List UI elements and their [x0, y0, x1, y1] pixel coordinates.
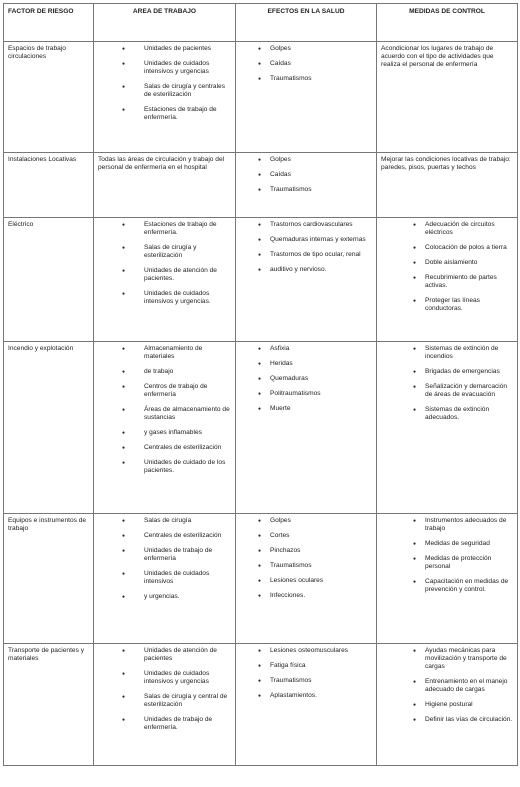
list-item: ● Centrales de esterilización	[98, 444, 231, 452]
list-item: ● Muerte	[240, 405, 372, 413]
list-item: ● Unidades de cuidados intensivos y urgencias	[98, 60, 231, 76]
list-item: ● Traumatismos	[240, 562, 372, 570]
list-item: ● Higiene postural	[381, 701, 513, 709]
list-item: ● Golpes	[240, 45, 372, 53]
list-item: ● Unidades de pacientes	[98, 45, 231, 53]
list-item: ● Traumatismos	[240, 677, 372, 685]
factor-cell: Instalaciones Locativas	[4, 153, 94, 218]
list-item: ● Lesiones oculares	[240, 577, 372, 585]
list-item: ● Trastornos cardiovasculares	[240, 221, 372, 229]
list-item: ● Aplastamientos.	[240, 692, 372, 700]
table-row	[4, 218, 518, 342]
list-item: ● Recubrimiento de partes activas.	[381, 274, 513, 290]
header-area: AREA DE TRABAJO	[94, 4, 236, 42]
table-header-row	[4, 4, 518, 42]
header-factor: FACTOR DE RIESGO	[4, 4, 94, 42]
factor-cell: Equipos e instrumentos de trabajo	[4, 514, 94, 644]
list-item: ● Salas de cirugía y esterilización	[98, 244, 231, 260]
list-item: ● Quemaduras internas y externas	[240, 236, 372, 244]
list-item: ● Salas de cirugía	[98, 517, 231, 525]
list-item: ● Unidades de trabajo de enfermería.	[98, 716, 231, 732]
list-item: ● Centrales de esterilización	[98, 532, 231, 540]
list-item: ● Caídas	[240, 171, 372, 179]
header-effects: EFECTOS EN LA SALUD	[236, 4, 377, 42]
area-cell	[94, 153, 236, 218]
list-item: ● Unidades de cuidados intensivos	[98, 570, 231, 586]
list-item: ● Heridas	[240, 360, 372, 368]
list-item: ● Unidades de cuidados intensivos y urgencias	[98, 670, 231, 686]
list-item: ● Unidades de trabajo de enfermería	[98, 547, 231, 563]
effects-cell	[236, 153, 377, 218]
list-item: ● Almacenamiento de materiales	[98, 345, 231, 361]
list-item: ● Medidas de seguridad	[381, 540, 513, 548]
table-row	[4, 514, 518, 644]
factor-cell: Eléctrico	[4, 218, 94, 342]
list-item: ● Trastornos de tipo ocular, renal	[240, 251, 372, 259]
list-item: ● de trabajo	[98, 368, 231, 376]
list-item: ● Salas de cirugía y central de esterilización	[98, 693, 231, 709]
list-item: ● Doble aislamiento	[381, 259, 513, 267]
list-item: ● Traumatismos	[240, 75, 372, 83]
list-item: ● Ayudas mecánicas para movilización y transporte de cargas	[381, 647, 513, 671]
area-cell	[94, 42, 236, 153]
area-cell	[94, 342, 236, 514]
list-item: ● Adecuación de circuitos eléctricos	[381, 221, 513, 237]
risk-factor-table	[3, 3, 518, 766]
list-item: ● Áreas de almacenamiento de sustancias	[98, 406, 231, 422]
factor-cell: Transporte de pacientes y materiales	[4, 644, 94, 766]
list-item: ● Fatiga física	[240, 662, 372, 670]
list-item: ● Entrenamiento en el manejo adecuado de cargas	[381, 678, 513, 694]
effects-cell	[236, 218, 377, 342]
list-item: ● Lesiones osteomusculares	[240, 647, 372, 655]
table-row	[4, 153, 518, 218]
list-item: ● Proteger las líneas conductoras.	[381, 297, 513, 313]
list-item: ● Definir las vías de circulación.	[381, 716, 513, 724]
effects-cell	[236, 644, 377, 766]
table-row	[4, 342, 518, 514]
list-item: ● Quemaduras	[240, 375, 372, 383]
list-item: ● Golpes	[240, 156, 372, 164]
table-row	[4, 644, 518, 766]
list-item: ● Estaciones de trabajo de enfermería.	[98, 106, 231, 122]
effects-cell	[236, 342, 377, 514]
control-text: Mejorar las condiciones locativas de trabajo: paredes, pisos, puertas y techos	[381, 156, 511, 171]
area-cell	[94, 218, 236, 342]
list-item: ● Salas de cirugía y centrales de esterilización	[98, 83, 231, 99]
list-item: ● Infecciones.	[240, 592, 372, 600]
list-item: ● Asfixia	[240, 345, 372, 353]
list-item: ● y gases inflamables	[98, 429, 231, 437]
area-cell	[94, 514, 236, 644]
list-item: ● Unidades de cuidados intensivos y urgencias.	[98, 290, 231, 306]
area-text: Todas las áreas de circulación y trabajo del personal de enfermería en el hospital	[98, 156, 225, 171]
control-cell	[377, 342, 518, 514]
list-item: ● Medidas de protección personal	[381, 555, 513, 571]
header-controls: MEDIDAS DE CONTROL	[377, 4, 518, 42]
list-item: ● Instrumentos adecuados de trabajo	[381, 517, 513, 533]
list-item: ● Sistemas de extinción adecuados.	[381, 406, 513, 422]
list-item: ● Estaciones de trabajo de enfermería.	[98, 221, 231, 237]
list-item: ● Cortes	[240, 532, 372, 540]
list-item: ● Unidades de atención de pacientes.	[98, 267, 231, 283]
list-item: ● Politraumatismos	[240, 390, 372, 398]
list-item: ● Golpes	[240, 517, 372, 525]
control-cell	[377, 218, 518, 342]
control-cell	[377, 514, 518, 644]
control-cell	[377, 42, 518, 153]
list-item: ● Unidades de cuidado de los pacientes.	[98, 459, 231, 475]
control-cell	[377, 644, 518, 766]
list-item: ● Caídas	[240, 60, 372, 68]
effects-cell	[236, 42, 377, 153]
list-item: ● Traumatismos	[240, 186, 372, 194]
table-row	[4, 42, 518, 153]
list-item: ● Señalización y demarcación de áreas de evacuación	[381, 383, 513, 399]
list-item: ● Brigadas de emergencias	[381, 368, 513, 376]
control-text: Acondicionar los lugares de trabajo de acuerdo con el tipo de actividades que realiza el personal de enfermería	[381, 45, 494, 68]
control-cell	[377, 153, 518, 218]
list-item: ● auditivo y nervioso.	[240, 266, 372, 274]
list-item: ● Centros de trabajo de enfermería	[98, 383, 231, 399]
list-item: ● y urgencias.	[98, 593, 231, 601]
document-page	[3, 3, 518, 766]
list-item: ● Unidades de atención de pacientes	[98, 647, 231, 663]
effects-cell	[236, 514, 377, 644]
factor-cell: Espacios de trabajo circulaciones	[4, 42, 94, 153]
list-item: ● Sistemas de extinción de incendios	[381, 345, 513, 361]
factor-cell: Incendio y explotación	[4, 342, 94, 514]
list-item: ● Colocación de polos a tierra	[381, 244, 513, 252]
area-cell	[94, 644, 236, 766]
list-item: ● Pinchazos	[240, 547, 372, 555]
list-item: ● Capacitación en medidas de prevención y control.	[381, 578, 513, 594]
